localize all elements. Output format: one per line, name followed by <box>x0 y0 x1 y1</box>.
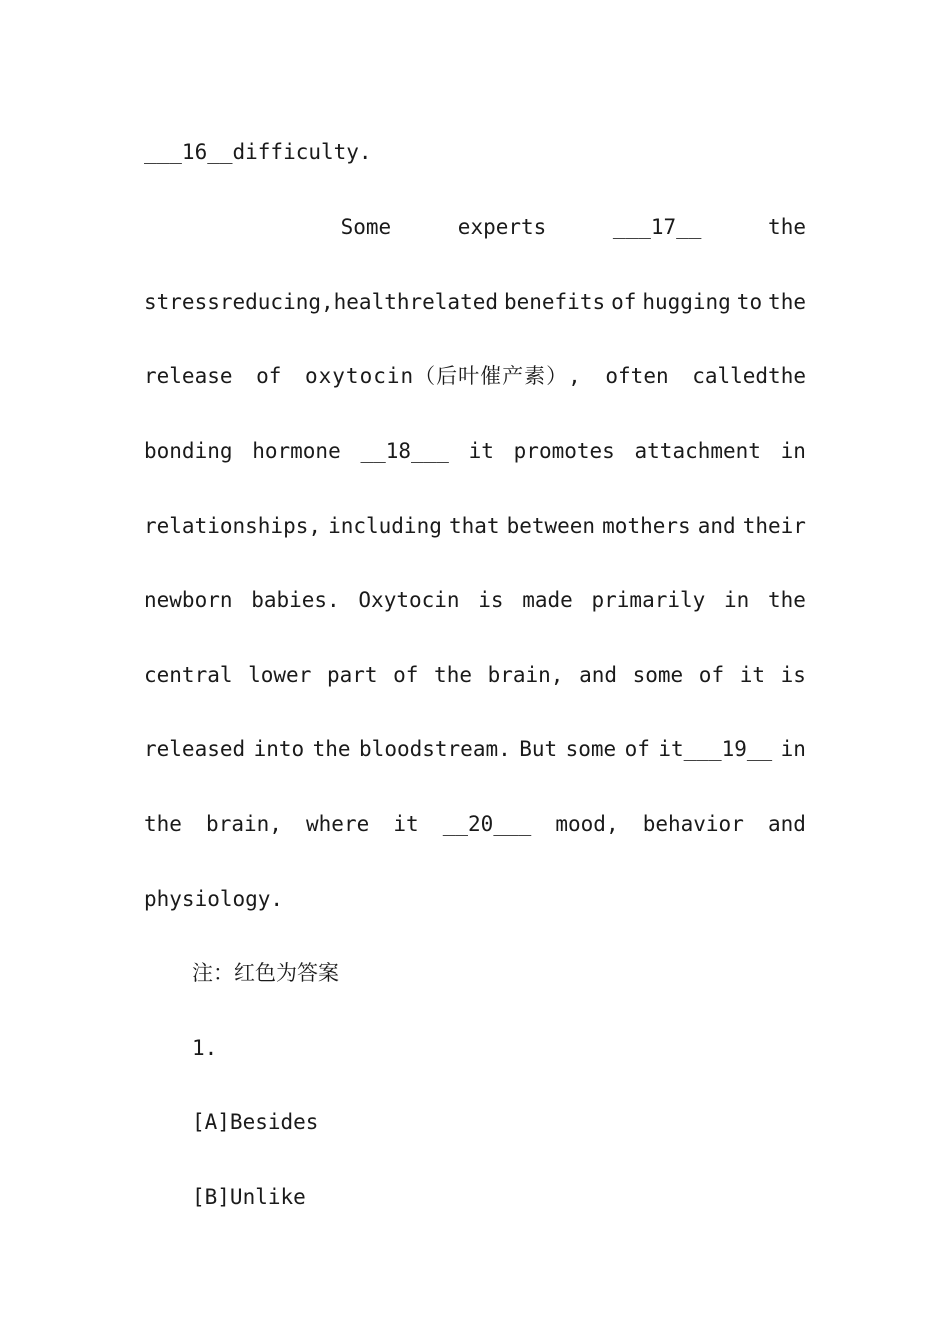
paragraph-line-4 <box>144 362 806 390</box>
word: including <box>328 514 442 538</box>
paragraph-line-7 <box>144 586 806 614</box>
blank-18: __18___ <box>360 439 449 463</box>
word: bloodstream. <box>359 737 511 761</box>
word: attachment <box>634 439 761 463</box>
blank-17: ___17__ <box>612 215 702 239</box>
word: central <box>144 663 233 687</box>
paragraph-line-11 <box>144 885 806 913</box>
word: Some <box>340 215 392 239</box>
word: some <box>565 737 617 761</box>
word: oxytocin（后叶催产素）, <box>305 364 582 388</box>
word: relationships, <box>144 514 322 538</box>
paragraph-line-6 <box>144 512 806 540</box>
paragraph-line-9 <box>144 735 806 763</box>
word: the <box>144 812 182 836</box>
word: newborn <box>144 588 233 612</box>
option-a: [A]Besides <box>192 1110 319 1134</box>
word: where <box>306 812 370 836</box>
word: that <box>448 514 500 538</box>
word: primarily <box>591 588 706 612</box>
word: the <box>312 737 351 761</box>
word: of <box>256 364 282 388</box>
word: mood, <box>555 812 619 836</box>
word: some <box>632 663 684 687</box>
word: bonding <box>144 439 233 463</box>
word: stressreducing,healthrelated <box>144 290 499 314</box>
word: hugging <box>642 290 731 314</box>
word: calledthe <box>692 364 806 388</box>
paragraph-line-10 <box>144 810 806 838</box>
option-b: [B]Unlike <box>192 1185 306 1209</box>
word: hormone <box>252 439 341 463</box>
word: promotes <box>513 439 615 463</box>
word: it <box>739 663 765 687</box>
line-text: physiology. <box>144 887 284 911</box>
word: is <box>780 663 806 687</box>
word: brain, <box>487 663 564 687</box>
word: to <box>736 290 763 314</box>
word: part <box>326 663 378 687</box>
paragraph-line-5 <box>144 437 806 465</box>
word: the <box>768 290 806 314</box>
question-number: 1. <box>192 1036 218 1060</box>
answer-note: 注：红色为答案 <box>192 961 339 985</box>
word: and <box>579 663 617 687</box>
word: in <box>723 588 750 612</box>
paragraph-line-2 <box>144 213 806 241</box>
word: into <box>253 737 305 761</box>
word: benefits <box>503 290 606 314</box>
word: it <box>393 812 419 836</box>
paragraph-line-8 <box>144 661 806 689</box>
word: their <box>742 514 806 538</box>
blank-19: it___19__ <box>658 737 773 761</box>
word: of <box>393 663 419 687</box>
word: it <box>468 439 494 463</box>
word: the <box>768 215 806 239</box>
word: the <box>434 663 472 687</box>
blank-20: __20___ <box>442 812 532 836</box>
word: the <box>767 588 806 612</box>
word: release <box>144 364 233 388</box>
word: experts <box>457 215 547 239</box>
word: But <box>519 737 558 761</box>
word: babies. <box>251 588 340 612</box>
word: of <box>698 663 725 687</box>
word: often <box>605 364 669 388</box>
word: behavior <box>642 812 744 836</box>
word: in <box>780 439 806 463</box>
paragraph-line-1 <box>144 138 806 166</box>
word: in <box>780 737 806 761</box>
word: mothers <box>602 514 691 538</box>
word: and <box>697 514 736 538</box>
word: lower <box>248 663 312 687</box>
word: of <box>611 290 637 314</box>
indent-space <box>144 213 274 241</box>
line-text: ___16__difficulty. <box>144 140 372 164</box>
word: is <box>478 588 504 612</box>
word: and <box>767 812 806 836</box>
word: Oxytocin <box>358 588 460 612</box>
word: made <box>522 588 573 612</box>
word: of <box>624 737 650 761</box>
word: released <box>144 737 246 761</box>
word: between <box>506 514 596 538</box>
paragraph-line-3 <box>144 288 806 316</box>
word: brain, <box>206 812 282 836</box>
